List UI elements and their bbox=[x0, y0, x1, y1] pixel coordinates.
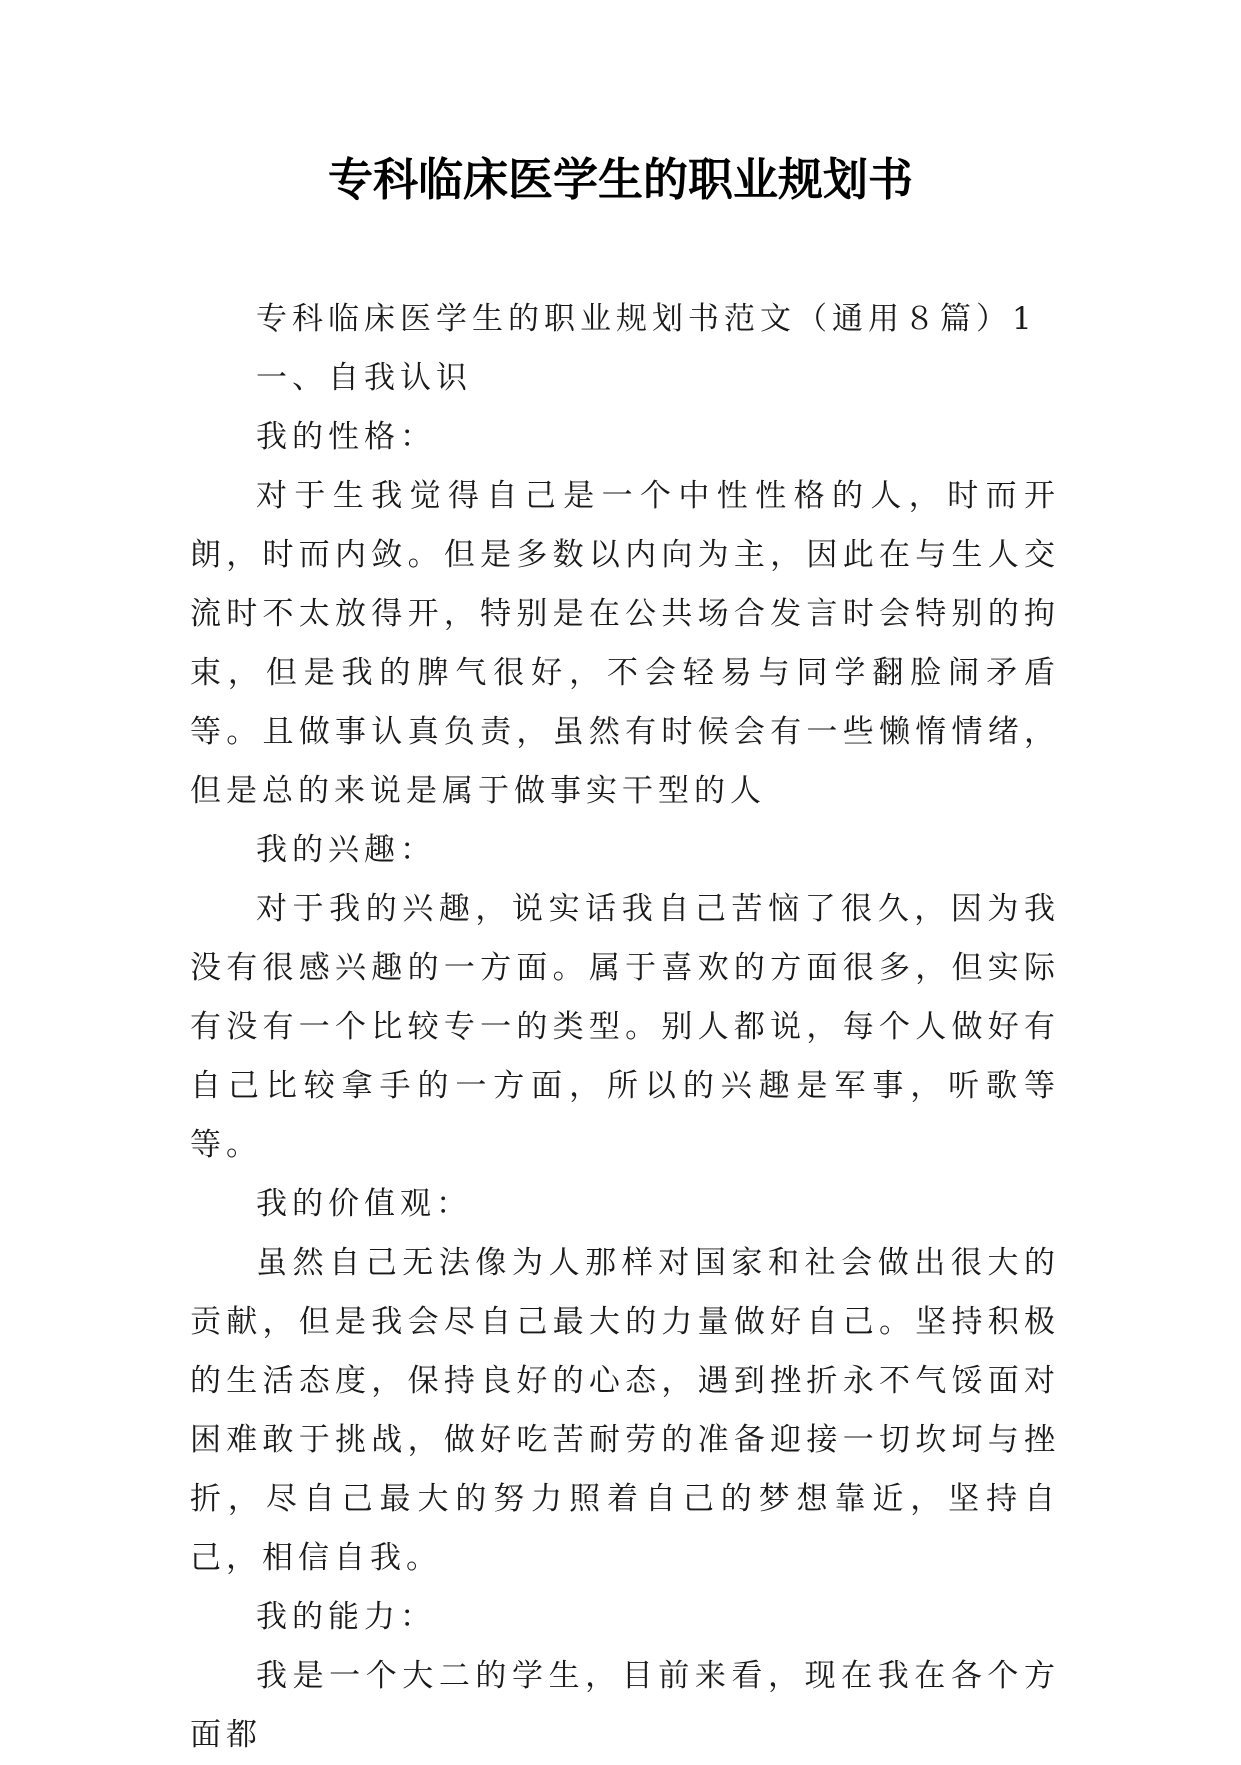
subheading-abilities: 我的能力： bbox=[256, 1599, 436, 1635]
subheading-interests: 我的兴趣： bbox=[256, 832, 436, 868]
section-heading-self-awareness: 一、自我认识 bbox=[256, 360, 472, 396]
paragraph-interests: 对于我的兴趣，说实话我自己苦恼了很久，因为我没有很感兴趣的一方面。属于喜欢的方面很多，但实际有没有一个比较专一的类型。别人都说，每个人做好有自己比较拿手的一方面，所以的兴趣是军事，听歌等等。 bbox=[190, 891, 1060, 1163]
paragraph-personality: 对于生我觉得自己是一个中性性格的人，时而开朗，时而内敛。但是多数以内向为主，因此在与生人交流时不太放得开，特别是在公共场合发言时会特别的拘束，但是我的脾气很好，不会轻易与同学翻脸闹矛盾等。且做事认真负责，虽然有时候会有一些懒惰情绪，但是总的来说是属于做事实干型的人 bbox=[190, 478, 1060, 809]
document-title: 专科临床医学生的职业规划书 bbox=[327, 153, 913, 206]
subheading-values: 我的价值观： bbox=[256, 1186, 472, 1222]
paragraph-subtitle: 专科临床医学生的职业规划书范文（通用８篇）1 bbox=[256, 301, 1037, 337]
document-body bbox=[190, 290, 1060, 1765]
subheading-personality: 我的性格： bbox=[256, 419, 436, 455]
paragraph-abilities: 我是一个大二的学生，目前来看，现在我在各个方面都 bbox=[190, 1658, 1060, 1753]
paragraph-values: 虽然自己无法像为人那样对国家和社会做出很大的贡献，但是我会尽自己最大的力量做好自己。坚持积极的生活态度，保持良好的心态，遇到挫折永不气馁面对困难敢于挑战，做好吃苦耐劳的准备迎接一切坎坷与挫折，尽自己最大的努力照着自己的梦想靠近，坚持自己，相信自我。 bbox=[190, 1245, 1060, 1576]
